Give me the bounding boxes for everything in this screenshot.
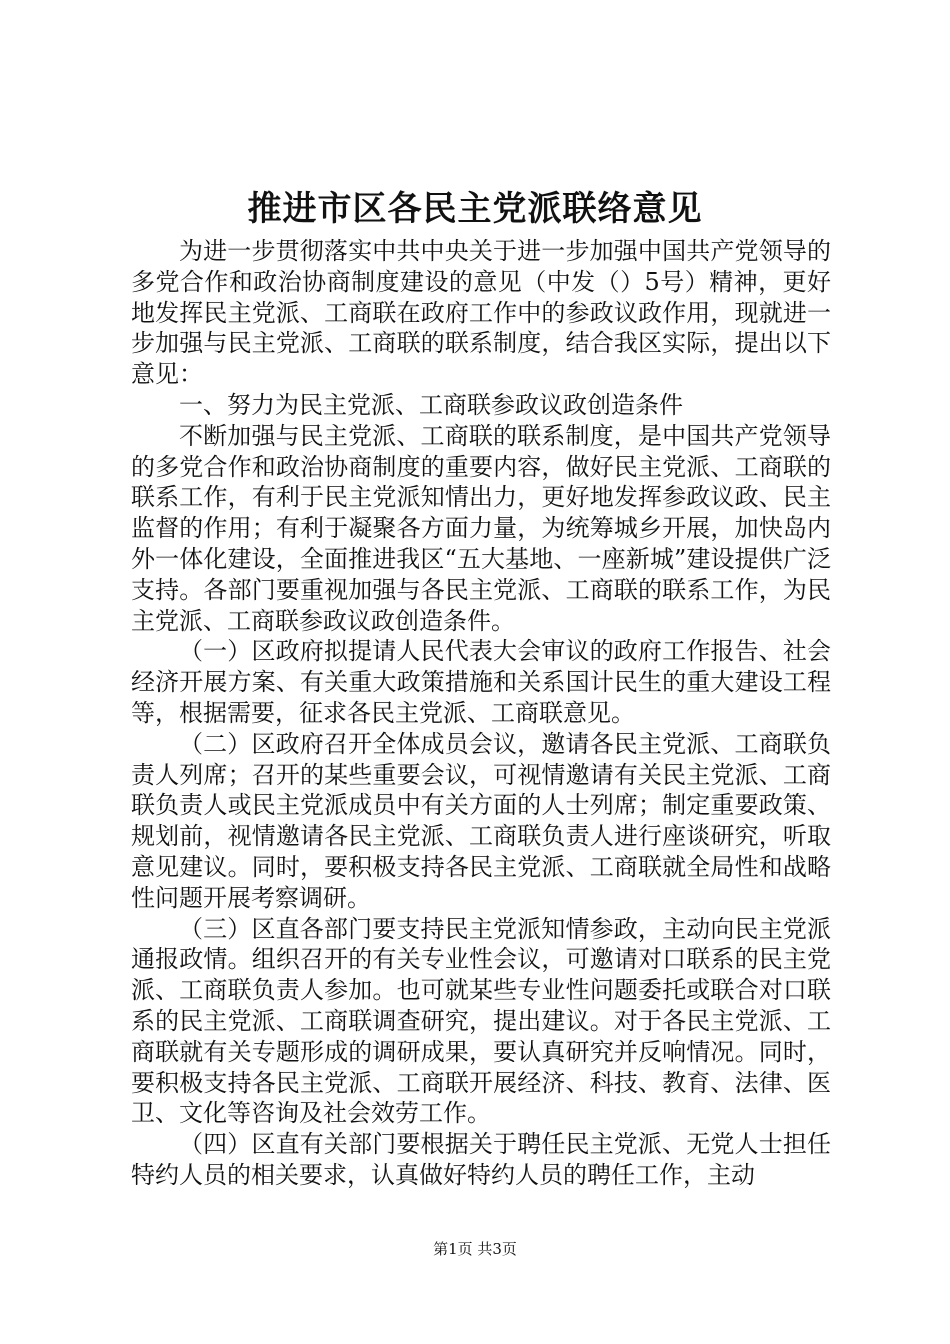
page-number-footer: 第1页 共3页 xyxy=(433,1240,517,1258)
paragraph-item-3: （三）区直各部门要支持民主党派知情参政，主动向民主党派通报政情。组织召开的有关专业性会议，可邀请对口联系的民主党派、工商联负责人参加。也可就某些专业性问题委托或联合对口联系的民主党派、工商联调查研究，提出建议。对于各民主党派、工商联就有关专题形成的调研成果，要认真研究并反响情况。同时，要积极支持各民主党派、工商联开展经济、科技、教育、法律、医卫、文化等咨询及社会效劳工作。 xyxy=(131,914,831,1128)
paragraph-intro: 为进一步贯彻落实中共中央关于进一步加强中国共产党领导的多党合作和政治协商制度建设的意见（中发（）5号）精神，更好地发挥民主党派、工商联在政府工作中的参政议政作用，现就进一步加强与民主党派、工商联的联系制度，结合我区实际，提出以下意见： xyxy=(131,237,831,389)
section-heading-1: 一、努力为民主党派、工商联参政议政创造条件 xyxy=(179,390,683,419)
document-body xyxy=(131,236,831,1191)
paragraph-item-2: （二）区政府召开全体成员会议，邀请各民主党派、工商联负责人列席；召开的某些重要会议，可视情邀请有关民主党派、工商联负责人或民主党派成员中有关方面的人士列席；制定重要政策、规划前，视情邀请各民主党派、工商联负责人进行座谈研究，听取意见建议。同时，要积极支持各民主党派、工商联就全局性和战略性问题开展考察调研。 xyxy=(131,729,831,912)
paragraph-item-1: （一）区政府拟提请人民代表大会审议的政府工作报告、社会经济开展方案、有关重大政策措施和关系国计民生的重大建设工程等，根据需要，征求各民主党派、工商联意见。 xyxy=(131,637,831,727)
paragraph-item-4: （四）区直有关部门要根据关于聘任民主党派、无党人士担任特约人员的相关要求，认真做好特约人员的聘任工作，主动 xyxy=(131,1130,831,1189)
paragraph-section-1: 不断加强与民主党派、工商联的联系制度，是中国共产党领导的多党合作和政治协商制度的重要内容，做好民主党派、工商联的联系工作，有利于民主党派知情出力，更好地发挥参政议政、民主监督的作用；有利于凝聚各方面力量，为统筹城乡开展，加快岛内外一体化建设，全面推进我区“五大基地、一座新城”建设提供广泛支持。各部门要重视加强与各民主党派、工商联的联系工作，为民主党派、工商联参政议政创造条件。 xyxy=(131,421,831,635)
document-title: 推进市区各民主党派联络意见 xyxy=(247,189,703,229)
